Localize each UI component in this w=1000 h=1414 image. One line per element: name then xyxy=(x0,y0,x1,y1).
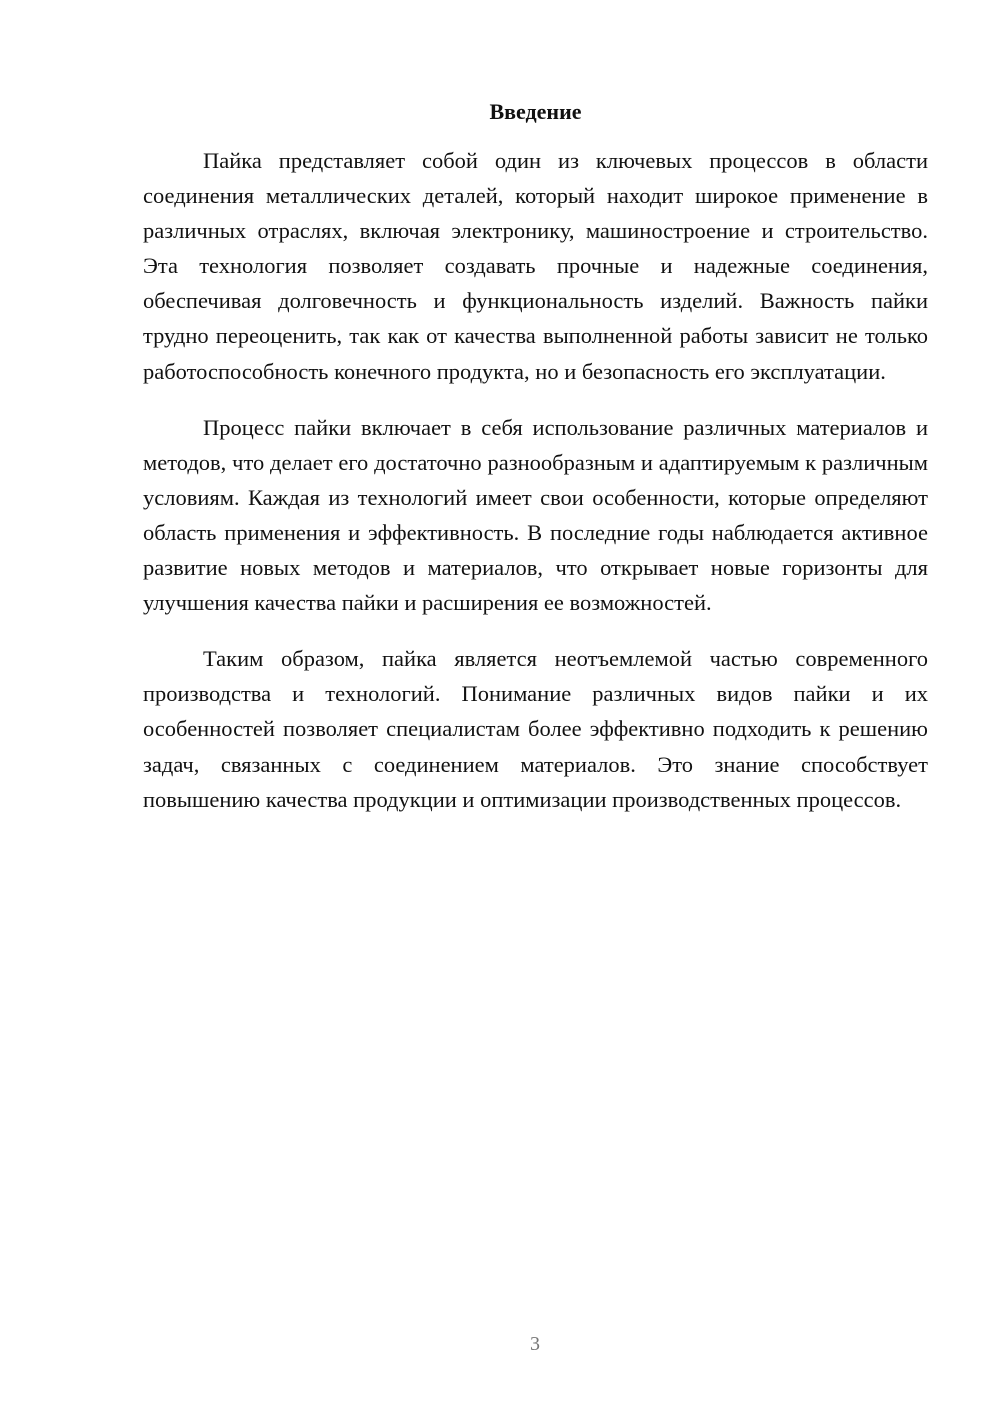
paragraph-2: Процесс пайки включает в себя использование различных материалов и методов, что делает его достаточно разнообразным и адаптируемым к различным условиям. Каждая из технологий имеет свои особенности, которые определяют область применения и эффективность. В последние годы наблюдается активное развитие новых методов и материалов, что открывает новые горизонты для улучшения качества пайки и расширения ее возможностей. xyxy=(143,414,928,616)
section-heading: Введение xyxy=(489,99,582,124)
page-content xyxy=(143,97,928,838)
paragraph-3: Таким образом, пайка является неотъемлемой частью современного производства и технологий. Понимание различных видов пайки и их особенностей позволяет специалистам более эффективно подходить к решению задач, связанных с соединением материалов. Это знание способствует повышению качества продукции и оптимизации производственных процессов. xyxy=(143,646,928,812)
paragraph-1: Пайка представляет собой один из ключевых процессов в области соединения металлических деталей, который находит широкое применение в различных отраслях, включая электронику, машиностроение и строительство. Эта технология позволяет создавать прочные и надежные соединения, обеспечивая долговечность и функциональность изделий. Важность пайки трудно переоценить, так как от качества выполненной работы зависит не только работоспособность конечного продукта, но и безопасность его эксплуатации. xyxy=(143,148,928,384)
page-number: 3 xyxy=(530,1333,540,1355)
